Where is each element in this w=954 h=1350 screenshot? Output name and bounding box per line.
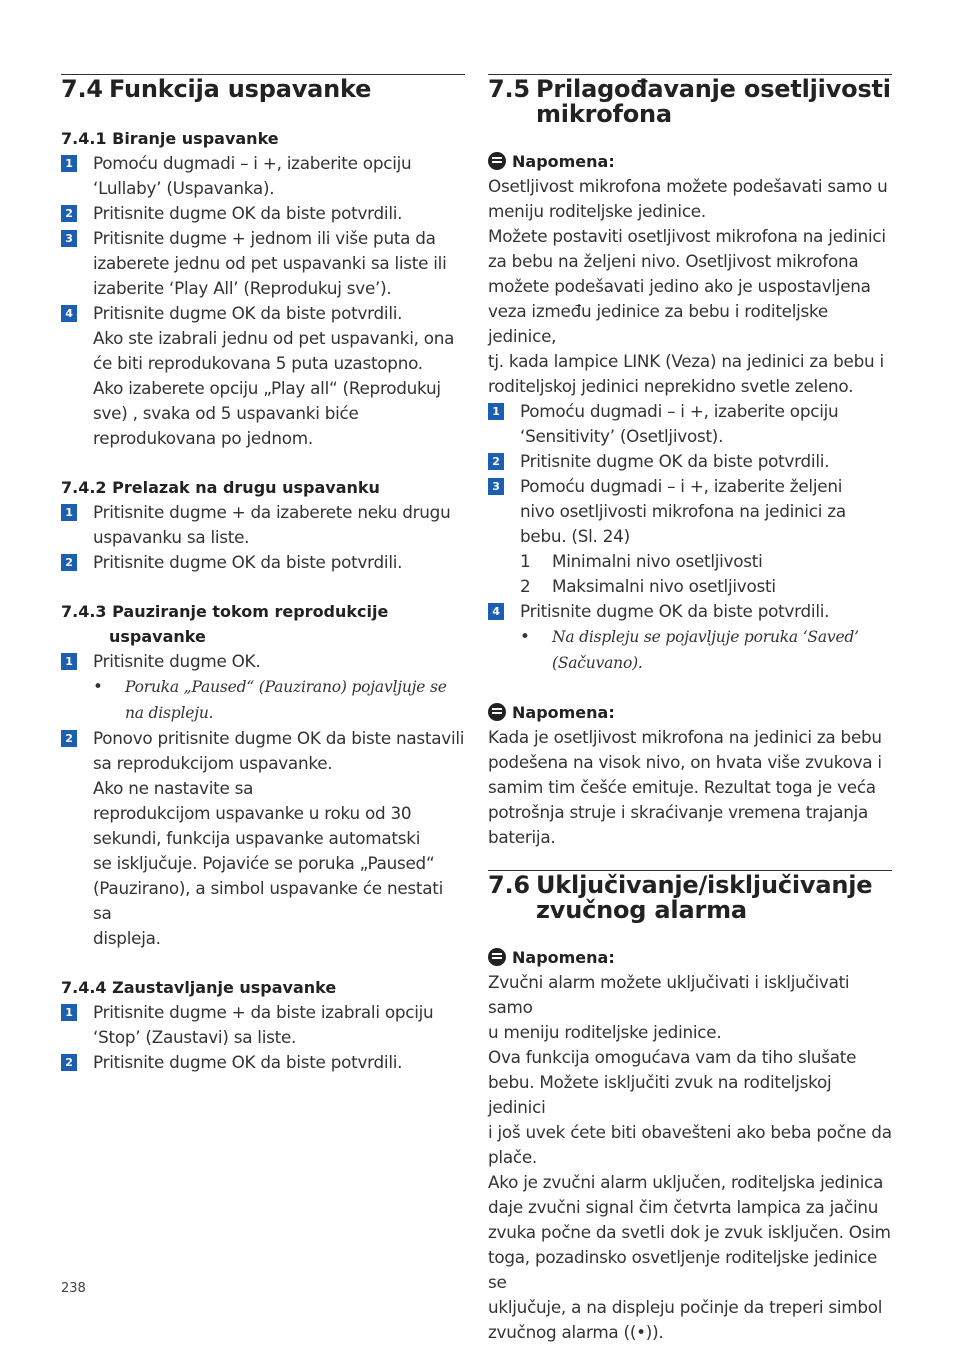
- step-number-badge: 1: [61, 155, 77, 172]
- bullet-icon: •: [520, 626, 530, 646]
- note-icon: [488, 948, 506, 966]
- note-text: Osetljivost mikrofona možete podešavati samo u meniju roditeljske jedinice.: [488, 176, 888, 221]
- step-number-badge: 4: [61, 305, 77, 322]
- step-number-badge: 2: [488, 453, 504, 470]
- list-item: 2 Ponovo pritisnite dugme OK da biste nastavili sa reprodukcijom uspavanke. Ako ne nastavite sa reprodukcijom uspavanke u roku od 30 sekundi, funkcija uspavanke automatski se isključuje. Pojaviće se poruka „Paused“ (Pauzirano), a simbol uspavanke će nestati sa displeja.: [61, 726, 465, 951]
- step-number-badge: 3: [61, 230, 77, 247]
- step-number-badge: 1: [61, 1004, 77, 1021]
- step-number-badge: 2: [61, 554, 77, 571]
- bullet-item: • Poruka „Paused“ (Pauzirano) pojavljuje se na displeju.: [93, 676, 447, 722]
- list-item: 4 Pritisnite dugme OK da biste potvrdili.: [488, 599, 892, 624]
- section-heading-7-4: 7.4 Funkcija uspavanke: [61, 75, 372, 103]
- list-item: 1 Pomoću dugmadi – i +, izaberite opciju ‘Lullaby’ (Uspavanka).: [61, 151, 465, 201]
- bullet-item: • Na displeju se pojavljuje poruka ‘Saved’ (Sačuvano).: [520, 626, 859, 672]
- list-item: 2 Pritisnite dugme OK da biste potvrdili.: [61, 1050, 465, 1075]
- list-item: 1 Pomoću dugmadi – i +, izaberite opciju ‘Sensitivity’ (Osetljivost).: [488, 399, 892, 449]
- page-number: 238: [61, 1281, 86, 1296]
- step-number-badge: 2: [61, 1054, 77, 1071]
- note-heading: Napomena:: [488, 149, 892, 174]
- list-item: 4 Pritisnite dugme OK da biste potvrdili. Ako ste izabrali jednu od pet uspavanki, ona će biti reprodukovana 5 puta uzastopno. Ako izaberete opciju „Play all“ (Reprodukuj sve) , svaka od 5 uspavanki biće reprodukovana po jednom.: [61, 301, 465, 451]
- list-item: 2 Pritisnite dugme OK da biste potvrdili.: [61, 550, 465, 575]
- left-column: [61, 74, 465, 1075]
- step-number-badge: 1: [61, 504, 77, 521]
- paragraph: Možete postaviti osetljivost mikrofona na jedinici za bebu na željeni nivo. Osetljivost mikrofona možete podešavati jedino ako je uspostavljena veza između jedinice za bebu i roditeljske jedinice, tj. kada lampice LINK (Veza) na jedinici za bebu i roditeljskoj jedinici neprekidno svetle zeleno.: [488, 226, 886, 396]
- subheading-7-4-4: 7.4.4 Zaustavljanje uspavanke: [61, 978, 337, 997]
- list-item: 3 Pomoću dugmadi – i +, izaberite željeni nivo osetljivosti mikrofona na jedinici za bebu. (Sl. 24): [488, 474, 892, 549]
- list-item: 1 Pritisnite dugme OK.: [61, 649, 465, 674]
- section-heading-7-6: 7.6 Uključivanje/isključivanje zvučnog alarma: [488, 871, 873, 924]
- step-number-badge: 2: [61, 205, 77, 222]
- right-column: [488, 74, 892, 1345]
- note-icon: [488, 152, 506, 170]
- list-item: 1 Pritisnite dugme + da biste izabrali opciju ‘Stop’ (Zaustavi) sa liste.: [61, 1000, 465, 1050]
- step-number-badge: 2: [61, 730, 77, 747]
- list-item: 2 Pritisnite dugme OK da biste potvrdili.: [488, 449, 892, 474]
- subheading-7-4-2: 7.4.2 Prelazak na drugu uspavanku: [61, 478, 380, 497]
- bullet-icon: •: [93, 676, 103, 696]
- section-heading-7-5: 7.5 Prilagođavanje osetljivosti mikrofona: [488, 75, 891, 128]
- level-item: 1 Minimalni nivo osetljivosti: [520, 551, 763, 571]
- list-item: 1 Pritisnite dugme + da izaberete neku drugu uspavanku sa liste.: [61, 500, 465, 550]
- note-text: Kada je osetljivost mikrofona na jedinici za bebu podešena na visok nivo, on hvata više zvukova i samim tim češće emituje. Rezultat toga je veća potrošnja struje i skraćivanje vremena trajanja baterija.: [488, 727, 882, 847]
- step-number-badge: 1: [488, 403, 504, 420]
- subheading-7-4-3: 7.4.3 Pauziranje tokom reprodukcije uspavanke: [61, 602, 389, 646]
- note-icon: [488, 703, 506, 721]
- note-heading: Napomena:: [488, 945, 892, 970]
- list-item: 3 Pritisnite dugme + jednom ili više puta da izaberete jednu od pet uspavanki sa liste ili izaberite ‘Play All’ (Reprodukuj sve’).: [61, 226, 465, 301]
- list-item: 2 Pritisnite dugme OK da biste potvrdili.: [61, 201, 465, 226]
- subheading-7-4-1: 7.4.1 Biranje uspavanke: [61, 129, 279, 148]
- note-heading: Napomena:: [488, 700, 892, 725]
- step-number-badge: 4: [488, 603, 504, 620]
- step-number-badge: 1: [61, 653, 77, 670]
- level-item: 2 Maksimalni nivo osetljivosti: [520, 576, 776, 596]
- step-number-badge: 3: [488, 478, 504, 495]
- note-text: Zvučni alarm možete uključivati i isključivati samo u meniju roditeljske jedinice. Ova funkcija omogućava vam da tiho slušate bebu. Možete isključiti zvuk na roditeljskoj jedinici i još uvek ćete biti obavešteni ako beba počne da plače. Ako je zvučni alarm uključen, roditeljska jedinica daje zvučni signal čim četvrta lampica za jačinu zvuka počne da svetli dok je zvuk isključen. Osim toga, pozadinsko osvetljenje roditeljske jedinice se uključuje, a na displeju počinje da treperi simbol zvučnog alarma ((•)).: [488, 972, 892, 1342]
